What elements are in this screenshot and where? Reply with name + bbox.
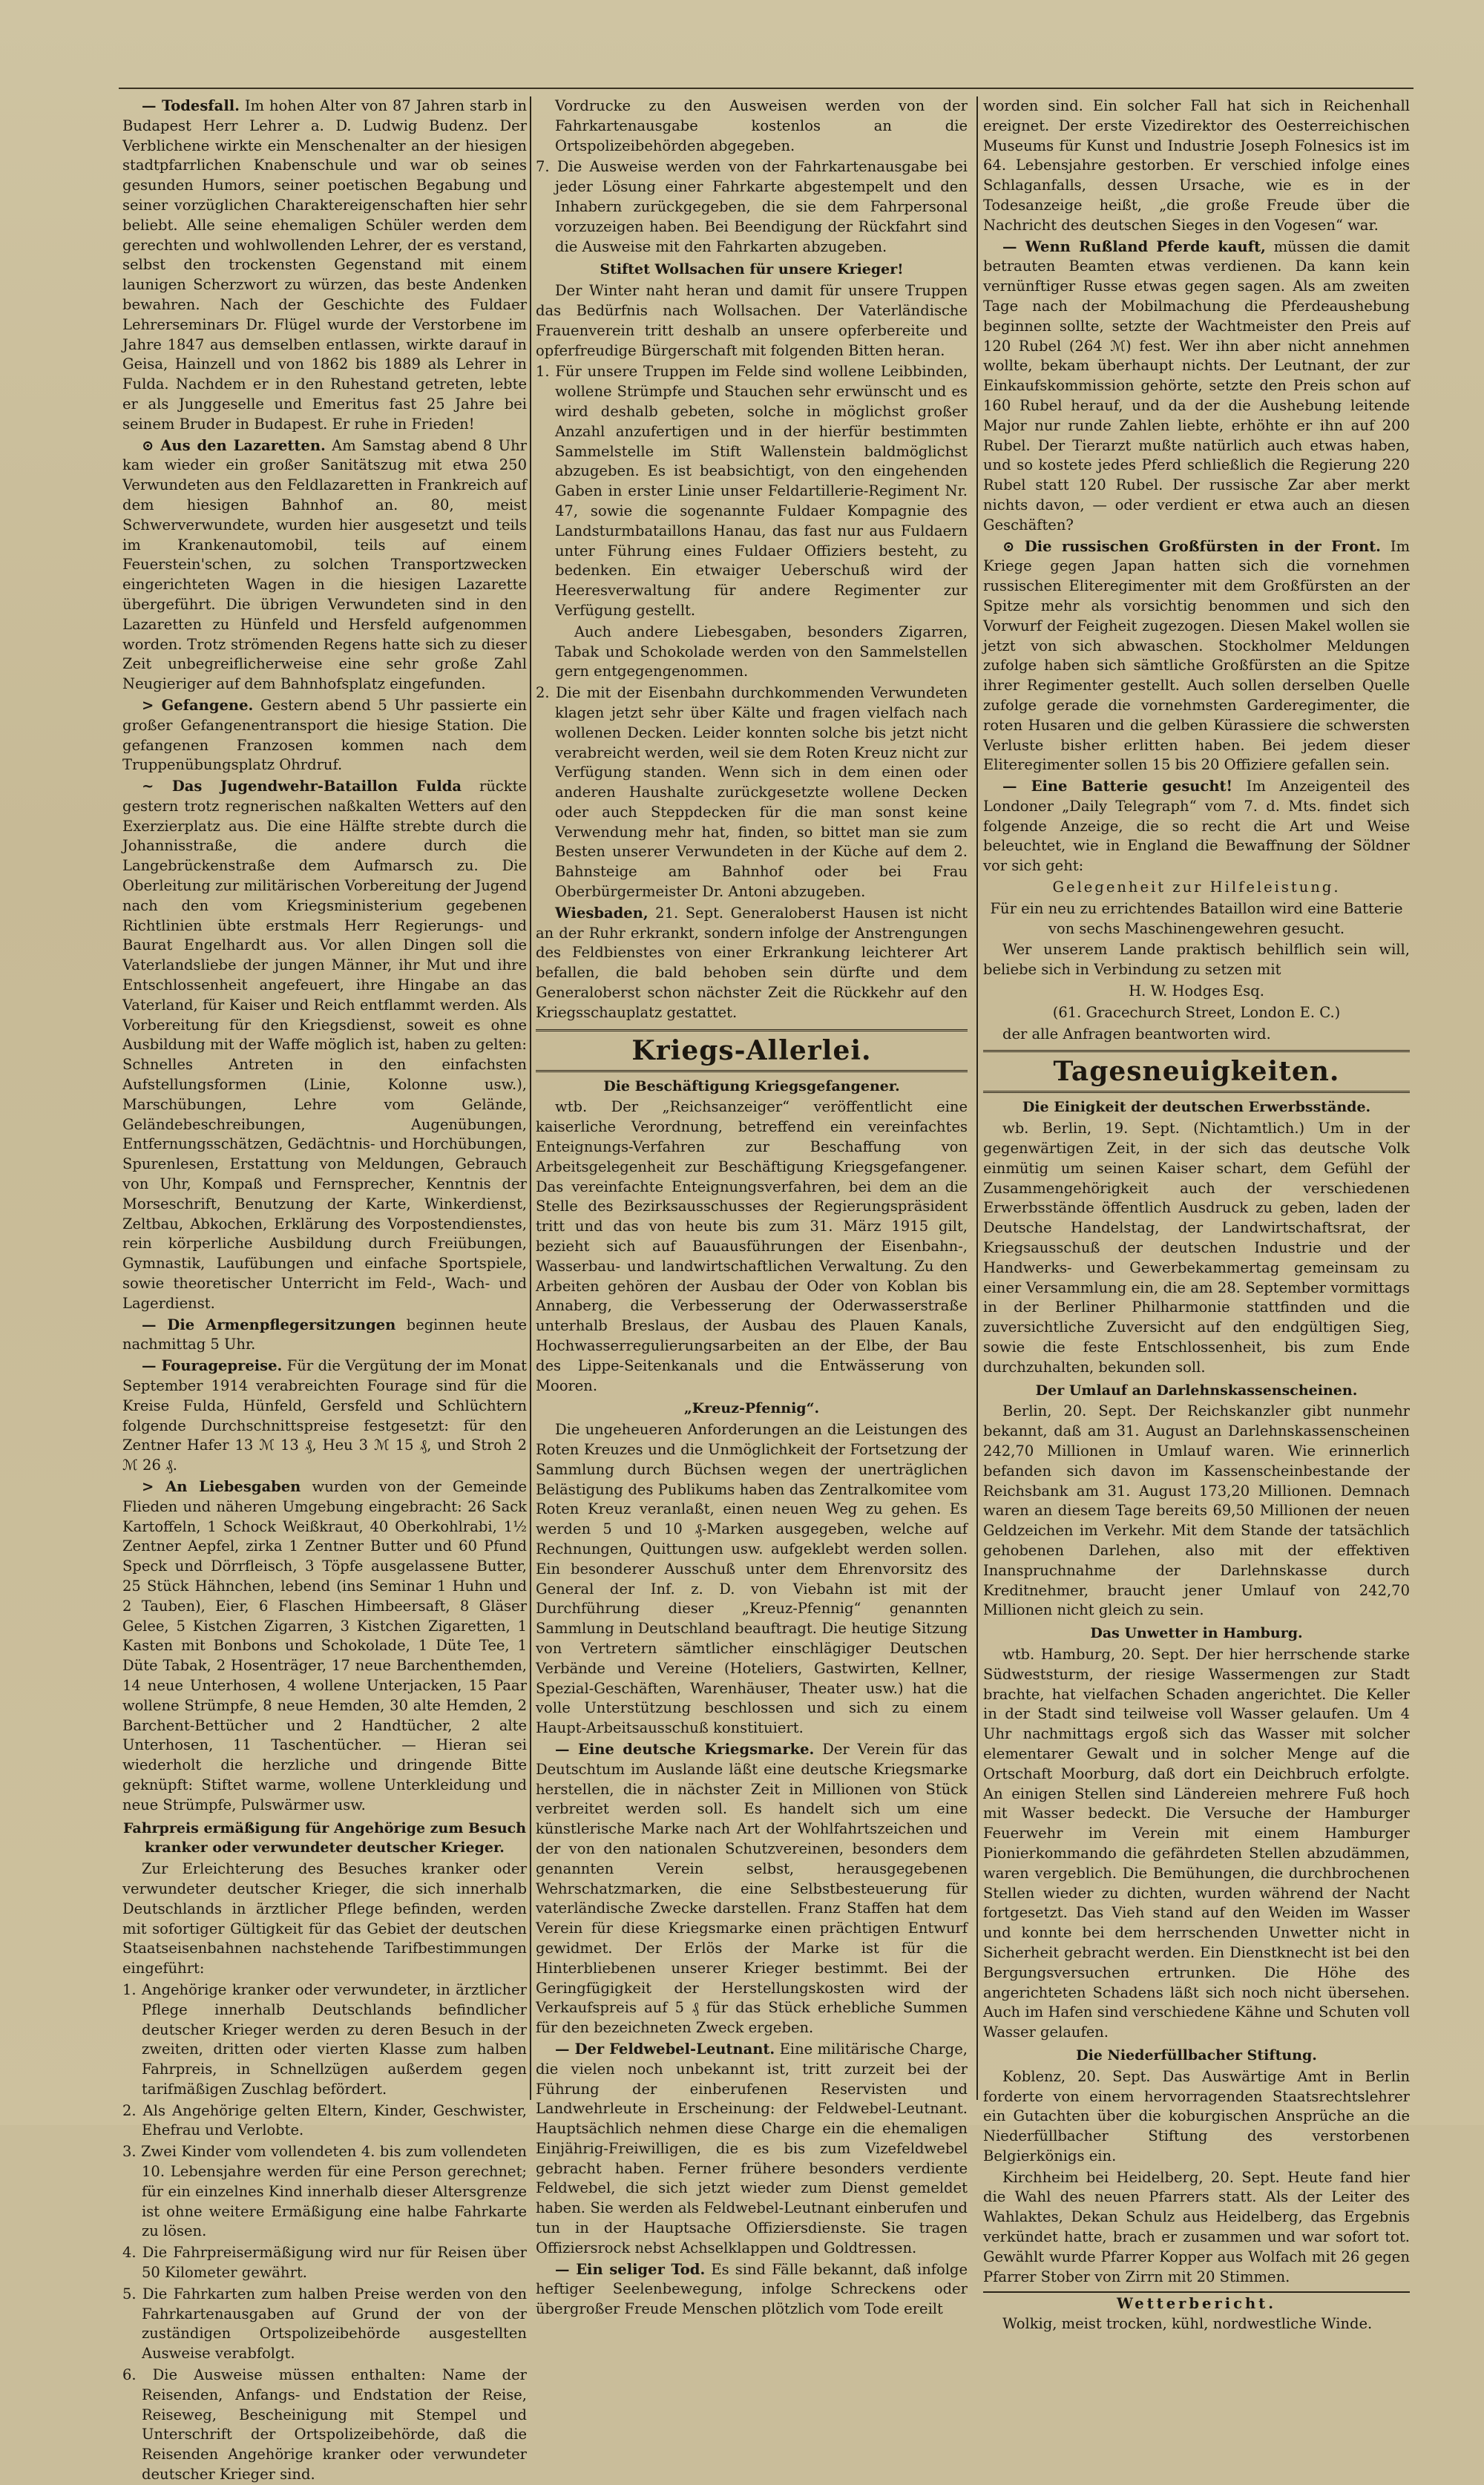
article-fouragepreise: — Fouragepreise. Für die Vergütung der im Monat September 1914 verabreichten Fourage sind für die Kreise Fulda, Hünfeld, Gersfeld und Schlüchtern folgende Durchschnittspreise festgesetzt: für den Zentner Hafer 13 ℳ 13 ₰, Heu 3 ℳ 15 ₰, und Stroh 2 ℳ 26 ₰. [122, 1357, 527, 1474]
article-beschaeftigung: wtb. Der „Reichsanzeiger“ veröffentlicht eine kaiserliche Verordnung, betreffend ein vereinfachtes Enteignungs-Verfahren zur Beschaffung von Arbeitsgelegenheit zur Beschäftigung Kriegsgefangener. Das vereinfachte Enteignungsverfahren, bei dem an die Stelle des Bezirksausschusses der Regierungspräsident tritt und das von heute bis zum 31. März 1915 gilt, bezieht sich auf Bauausführungen der Eisenbahn-, Wasserbau- und landwirtschaftlichen Verwaltung. Zu den Arbeiten gehören der Ausbau der Oder von Koblan bis Annaberg, die Verbesserung der Oderwasserstraße unterhalb Breslaus, der Ausbau des Plauen Kanals, Hochwasserregulierungsarbeiten an der Elbe, der Bau des Lippe-Seitenkanals und die Entwässerung von Mooren. [536, 1098, 968, 1394]
list-item: 5. Die Fahrkarten zum halben Preise werden von den Fahrkartenausgaben auf Grund der von der zuständigen Ortspolizeibehörde ausgestellten Ausweise verabfolgt. [122, 2285, 527, 2363]
list-item: 7. Die Ausweise werden von der Fahrkartenausgabe bei jeder Lösung einer Fahrkarte abgestempelt und den Inhabern zurückgegeben, die sie dem Fahrpersonal vorzuzeigen haben. Bei Beendigung der Rückfahrt sind die Ausweise mit den Fahrkarten abzugeben. [536, 158, 968, 255]
article-einigkeit: wb. Berlin, 19. Sept. (Nichtamtlich.) Um in der gegenwärtigen Zeit, in der sich das deutsche Volk einmütig um seinen Kaiser schart, dem Gefühl der Zusammengehörigkeit auch der verschiedenen Erwerbsstände öffentlich Ausdruck zu geben, laden der Deutsche Handelstag, der Landwirtschaftsrat, der Kriegsausschuß der deutschen Industrie und der Handwerks- und Gewerbekammertag gemeinsam zu einer Versammlung ein, die am 28. September vormittags in der Berliner Philharmonie stattfinden und die zuversichtliche Zuversicht auf den endgültigen Sieg, sowie die feste Entschlossenheit, bis zum Ende durchzuhalten, bekunden soll. [983, 1120, 1410, 1376]
article-umlauf: Berlin, 20. Sept. Der Reichskanzler gibt nunmehr bekannt, daß am 31. August an Darlehnskassenscheinen 242,70 Millionen in Umlauf waren. Wie erinnerlich befanden sich davon im Kassenscheinbestande der Reichsbank am 31. August 173,20 Millionen. Demnach waren an diesem Tage bereits 69,50 Millionen der neuen Geldzeichen im Verkehr. Mit dem Stande der tatsächlich gehobenen Darlehen, also mit der effektiven Inanspruchnahme der Darlehnskasse durch Kreditnehmer, braucht jener Umlauf von 242,70 Millionen nicht gleich zu sein. [983, 1402, 1410, 1619]
article-liebesgaben: > An Liebesgaben wurden von der Gemeinde Flieden und näheren Umgebung eingebracht: 26 Sack Kartoffeln, 1 Schock Weißkraut, 40 Oberkohlrabi, 1½ Zentner Aepfel, zirka 1 Zentner Butter und 60 Pfund Speck und Dörrfleisch, 3 Töpfe ausgelassene Butter, 25 Stück Hähnchen, lebend (ins Seminar 1 Huhn und 2 Tauben), Eier, 6 Flaschen Himbeersaft, 8 Gläser Gelee, 5 Kistchen Zigarren, 3 Kistchen Zigaretten, 1 Kasten mit Bonbons und Schokolade, 1 Düte Tee, 1 Düte Tabak, 2 Hosenträger, 17 neue Barchenthemden, 14 neue Unterhosen, 4 wollene Unterjacken, 15 Paar wollene Strümpfe, 8 neue Hemden, 30 alte Hemden, 2 Barchent-Bettücher und 2 Handtücher, 2 alte Unterhosen, 11 Taschentücher. — Hieran sei wiederholt die herzliche und dringende Bitte geknüpft: Stiftet warme, wollene Unterkleidung und neue Strümpfe, Pulswärmer usw. [122, 1477, 527, 1813]
ad-signature: H. W. Hodges Esq. [1129, 982, 1264, 1000]
section-tagesneuigkeiten: Tagesneuigkeiten. [983, 1050, 1410, 1093]
article-gefangene: > Gefangene. Gestern abend 5 Uhr passierte ein großer Gefangenentransport die hiesige Station. Die gefangenen Franzosen kommen nach dem Truppenübungsplatz Ohrdruf. [122, 696, 528, 774]
article-wetter: Wolkig, meist trocken, kühl, nordwestliche Winde. [1002, 2315, 1373, 2333]
article-kirchheim: Kirchheim bei Heidelberg, 20. Sept. Heute fand hier die Wahl des neuen Pfarrers statt. Als der Leiter des Wahlaktes, Dekan Schulz aus Heidelberg, das Ergebnis verkündet hatte, brach er zusammen und war sofort tot. Gewählt wurde Pfarrer Kopper aus Wolfach mit 26 gegen Pfarrer Stober von Zirrn mit 20 Stimmen. [983, 2168, 1410, 2285]
article-pferde: — Wenn Rußland Pferde kauft, müssen die damit betrauten Beamten etwas verdienen. Da kann kein vernünftiger Russe etwas gegen sagen. Als am zweiten Tage nach der Mobilmachung die Pferdeaushebung beginnen sollte, setzte der Wachtmeister den Preis auf 120 Rubel (264 ℳ) fest. Wer ihn aber nicht annehmen wollte, bekam überhaupt nichts. Der Leutnant, der zur Einkaufskommission gehörte, setzte den Preis schon auf 160 Rubel herauf, und da der die Aushebung leitende Major nur runde Zahlen liebte, erhöhte er ihn auf 200 Rubel. Der Tierarzt mußte natürlich auch etwas haben, und so kostete jedes Pferd schließlich die Regierung 220 Rubel statt 120 Rubel. Der russische Zar aber merkt nichts davon, — oder verdient er etwa auch an diesen Geschäften? [983, 237, 1411, 534]
heading-kreuz-pfennig: „Kreuz-Pfennig“. [683, 1400, 820, 1417]
top-rule [119, 88, 1414, 89]
article-todesfall: — Todesfall. Im hohen Alter von 87 Jahren starb in Budapest Herr Lehrer a. D. Ludwig Budenz. Der Verblichene wirkte ein Menschenalter an der hiesigen stadtpfarrlichen Knabenschule und war ob seines gesunden Humors, seiner poetischen Begabung und seiner vorzüglichen Charaktereigenschaften hier sehr beliebt. Alle seine ehemaligen Schüler werden dem gerechten und wohlwollenden Lehrer, der es verstand, selbst den trockensten Gegenstand mit einem launigen Scherzwort zu würzen, das beste Andenken bewahren. Nach der Geschichte des Fuldaer Lehrerseminars Dr. Flügel wurde der Verstorbene im Jahre 1847 aus demselben entlassen, wirkte darauf in Geisa, Hainzell und von 1862 bis 1889 als Lehrer in Fulda. Nachdem er in den Ruhestand getreten, lebte er als Junggeselle und Emeritus fast 25 Jahre bei seinem Bruder in Budapest. Er ruhe in Frieden! [122, 97, 528, 433]
column-middle [536, 96, 968, 2318]
article-kriegsmarke: — Eine deutsche Kriegsmarke. Der Verein für das Deutschtum im Auslande läßt eine deutsche Kriegsmarke herstellen, die in nächster Zeit in Millionen von Stück verbreitet werden soll. Es handelt sich um eine künstlerische Marke nach Art der Wohlfahrtszeichen und der von den nationalen Schutzvereinen, besonders dem genannten Verein selbst, herausgegebenen Wehrschatzmarken, die eine Selbstbesteuerung für vaterländische Zwecke darstellen. Franz Staffen hat dem Verein für diese Kriegsmarke einen prächtigen Entwurf gewidmet. Der Erlös der Marke ist für die Hinterbliebenen unserer Krieger bestimmt. Bei der Geringfügigkeit der Herstellungskosten wird der Verkaufspreis auf 5 ₰ für das Stück erhebliche Summen für den bezeichneten Zweck ergeben. [536, 1740, 968, 2037]
heading-beschaeftigung: Die Beschäftigung Kriegsgefangener. [603, 1077, 900, 1094]
heading-umlauf: Der Umlauf an Darlehnskassenscheinen. [1035, 1382, 1358, 1399]
ad-line: Wer unserem Lande praktisch behilflich sein will, beliebe sich in Verbindung zu setzen mit [983, 941, 1410, 979]
list-item-cont: Auch andere Liebesgaben, besonders Zigarren, Tabak und Schokolade werden von den Sammelstellen gern entgegengenommen. [555, 623, 968, 680]
article-seliger-tod-cont: worden sind. Ein solcher Fall hat sich in Reichenhall ereignet. Der erste Vizedirektor des Oesterreichischen Museums für Kunst und Industrie Joseph Folnesics ist im 64. Lebensjahre gestorben. Er verschied infolge eines Schlaganfalls, dessen Ursache, wie es in der Todesanzeige heißt, „die große Freude über die Nachricht des deutschen Sieges in den Vogesen“ war. [983, 97, 1410, 234]
list-item: 2. Die mit der Eisenbahn durchkommenden Verwundeten klagen jetzt sehr über Kälte und fragen vielfach nach wollenen Decken. Leider konnten solche bis jetzt nicht verabreicht werden, weil sie dem Roten Kreuz nicht zur Verfügung standen. Wenn sich in dem einen oder anderen Haushalte zurückgesetzte wollene Decken oder auch Steppdecken für die man sonst keine Verwendung mehr hat, finden, so bittet man sie zum Besten unserer Verwundeten in der Küche auf dem 2. Bahnsteige am Bahnhof oder bei Frau Oberbürgermeister Dr. Antoni abzugeben. [536, 684, 968, 901]
list-item-cont: Vordrucke zu den Ausweisen werden von der Fahrkartenausgabe kostenlos an die Ortspolizeibehörden abgegeben. [555, 97, 968, 154]
section-kriegs-allerlei: Kriegs-Allerlei. [536, 1029, 968, 1072]
article-fahrpreis-intro: Zur Erleichterung des Besuches kranker oder verwundeter deutscher Krieger, die sich innerhalb Deutschlands in ärztlicher Pflege befinden, werden mit sofortiger Gültigkeit für das Gebiet der deutschen Staatseisenbahnen nachstehende Tarifbestimmungen eingeführt: [122, 1860, 527, 1977]
article-grossfuersten: ⊙ Die russischen Großfürsten in der Front. Im Kriege gegen Japan hatten sich die vornehmen russischen Eliteregimenter mit dem Großfürsten an der Spitze mehr als vorsichtig benommen und sich den Vorwurf der Feigheit zugezogen. Diesen Makel wollen sie jetzt von sich abwaschen. Stockholmer Meldungen zufolge haben sich sämtliche Großfürsten an die Spitze ihrer Regimenter gestellt. Auch sollen derselben Quelle zufolge gerade die vornehmsten Garderegimenter, die roten Husaren und die gelben Kürassiere die schwersten Verluste bisher erlitten haben. Bei jedem dieser Eliteregimenter sollen 15 bis 20 Offiziere gefallen sein. [983, 537, 1410, 774]
heading-einigkeit: Die Einigkeit der deutschen Erwerbsstände. [1022, 1099, 1371, 1116]
article-batterie: — Eine Batterie gesucht! Im Anzeigenteil des Londoner „Daily Telegraph“ vom 7. d. Mts. findet sich folgende Anzeige, die so recht die Art und Weise beleuchtet, wie in England die Bewaffnung der Söldner vor sich geht: [983, 778, 1410, 875]
heading-wollsachen: Stiftet Wollsachen für unsere Krieger! [600, 261, 904, 278]
article-feldwebel: — Der Feldwebel-Leutnant. Eine militärische Charge, die vielen noch unbekannt ist, tritt zurzeit bei der Führung der einberufenen Reservisten und Landwehrleute in Erscheinung: der Feldwebel-Leutnant. Hauptsächlich nehmen diese Charge ein die ehemaligen Einjährig-Freiwilligen, die es bis zum Vizefeldwebel gebracht haben. Ferner frühere besonders verdiente Feldwebel, die sich jetzt wieder zum Dienst gemeldet haben. Sie werden als Feldwebel-Leutnant einberufen und tun in der Hauptsache Offiziersdienste. Sie tragen Offiziersrock nebst Achselklappen und Goldtressen. [536, 2040, 968, 2256]
ad-line: der alle Anfragen beantworten wird. [1002, 1025, 1271, 1043]
ad-line: Für ein neu zu errichtendes Bataillon wird eine Batterie von sechs Maschinengewehren gesucht. [990, 899, 1403, 937]
heading-fahrpreis: Fahrpreis ermäßigung für Angehörige zum Besuch kranker oder verwundeter deutscher Krieger. [122, 1819, 527, 1857]
column-left [122, 96, 528, 2484]
article-unwetter: wtb. Hamburg, 20. Sept. Der hier herrschende starke Südweststurm, der riesige Wassermengen zur Stadt brachte, hat vielfachen Schaden angerichtet. Die Keller in der Stadt sind teilweise voll Wasser gelaufen. Um 4 Uhr nachmittags ergoß sich das Wasser mit solcher elementarer Gewalt und in solcher Menge auf die Ortschaft Moorburg, daß dort ein Deichbruch erfolgte. An einigen Stellen sind Ländereien mehrere Fuß hoch mit Wasser bedeckt. Die Versuche der Hamburger Feuerwehr im Verein mit einem Hamburger Pionierkommando die gefährdeten Stellen abzudämmen, waren vergeblich. Die Bemühungen, die durchbrochenen Stellen wieder zu dichten, wurden während der Nacht fortgesetzt. Das Vieh stand auf den Weiden im Wasser und konnte bei dem herrschenden Unwetter nicht in Sicherheit gebracht werden. Ein Dienstknecht ist bei den Bergungsversuchen ertrunken. Die Höhe des angerichteten Schadens läßt sich noch nicht übersehen. Auch im Hafen sind verschiedene Kähne und Schuten voll Wasser gelaufen. [983, 1645, 1410, 2041]
column-rule [976, 96, 978, 2100]
fahrpreis-list [122, 1980, 527, 2485]
heading-wetterbericht: Wetterbericht. [983, 2291, 1410, 2314]
column-rule [530, 96, 531, 2100]
list-item: 1. Angehörige kranker oder verwundeter, in ärztlicher Pflege innerhalb Deutschlands befindlicher deutscher Krieger werden zu deren Besuch in der zweiten, dritten oder vierten Klasse zum halben Fahrpreis, in Schnellzügen außerdem gegen tarifmäßigen Zuschlag befördert. [122, 1980, 527, 2098]
heading-stiftung: Die Niederfüllbacher Stiftung. [1076, 2046, 1317, 2064]
column-right [983, 96, 1411, 2333]
article-wiesbaden: Wiesbaden, 21. Sept. Generaloberst Hausen ist nicht an der Ruhr erkrankt, sondern infolge der Anstrengungen des Feldbienstes von einer Erkrankung leichterer Art befallen, die bald behoben sein dürfte und dem Generaloberst schon nächster Zeit die Rückkehr auf den Kriegsschauplatz gestattet. [536, 904, 968, 1021]
heading-unwetter: Das Unwetter in Hamburg. [1090, 1625, 1303, 1642]
ad-address: (61. Gracechurch Street, London E. C.) [1052, 1003, 1341, 1021]
article-stiftung: Koblenz, 20. Sept. Das Auswärtige Amt in Berlin forderte von einem hervorragenden Staatsrechtslehrer ein Gutachten über die koburgischen Ansprüche an die Niederfüllbacher Stiftung des verstorbenen Belgierkönigs ein. [983, 2067, 1410, 2164]
list-item: 1. Für unsere Truppen im Felde sind wollene Leibbinden, wollene Strümpfe und Stauchen sehr erwünscht und es wird deshalb gebeten, solche in möglichst großer Anzahl anzufertigen und in der hierfür bestimmten Sammelstelle im Stift Wallenstein baldmöglichst abzugeben. Es ist beabsichtigt, von den eingehenden Gaben in erster Linie unser Feldartillerie-Regiment Nr. 47, sowie die sogenannte Fuldaer Kompagnie des Landsturmbataillons Hanau, das fast nur aus Fuldaern unter Führung eines Fuldaer Offiziers besteht, zu bedenken. Ein etwaiger Ueberschuß wird der Heeresverwaltung für andere Regimenter zur Verfügung gestellt. [536, 363, 968, 619]
article-wolle-intro: Der Winter naht heran und damit für unsere Truppen das Bedürfnis nach Wollsachen. Der Vaterländische Frauenverein tritt deshalb an unsere opferbereite und opferfreudige Bürgerschaft mit folgenden Bitten heran. [536, 282, 968, 359]
ad-line: Gelegenheit zur Hilfeleistung. [1052, 879, 1341, 896]
article-lazarette: ⊙ Aus den Lazaretten. Am Samstag abend 8 Uhr kam wieder ein großer Sanitätszug mit etwa 250 Verwundeten aus den Feldlazaretten in Frankreich auf dem hiesigen Bahnhof an. 80, meist Schwerverwundete, wurden hier ausgesetzt und teils im Krankenautomobil, teils auf einem Feuerstein'schen, zu solchen Transportzwecken eingerichteten Wagen in die hiesigen Lazarette übergeführt. Die übrigen Verwundeten sind in den Lazaretten zu Hünfeld und Hersfeld aufgenommen worden. Trotz strömenden Regens hatte sich zu dieser Zeit unbegreiflicherweise eine sehr große Zahl Neugieriger auf dem Bahnhofsplatz eingefunden. [122, 436, 527, 693]
list-item: 6. Die Ausweise müssen enthalten: Name der Reisenden, Anfangs- und Endstation der Reise, Reiseweg, Bescheinigung mit Stempel und Unterschrift der Ortspolizeibehörde, daß die Reisenden Angehörige kranker oder verwundeter deutscher Krieger sind. [122, 2366, 527, 2484]
wolle-list [536, 362, 968, 902]
article-armenpfleger: — Die Armenpflegersitzungen beginnen heute nachmittag 5 Uhr. [122, 1316, 527, 1353]
fahrpreis-list-cont [536, 96, 968, 257]
list-item: 2. Als Angehörige gelten Eltern, Kinder, Geschwister, Ehefrau und Verlobte. [122, 2101, 527, 2139]
list-item: 3. Zwei Kinder vom vollendeten 4. bis zum vollendeten 10. Lebensjahre werden für eine Person gerechnet; für ein einzelnes Kind innerhalb dieser Altersgrenze ist ohne weitere Ermäßigung eine halbe Fahrkarte zu lösen. [122, 2143, 527, 2240]
article-seliger-tod: — Ein seliger Tod. Es sind Fälle bekannt, daß infolge heftiger Seelenbewegung, infolge Schreckens oder übergroßer Freude Menschen plötzlich vom Tode ereilt [536, 2260, 968, 2318]
article-kreuz-pfennig: Die ungeheueren Anforderungen an die Leistungen des Roten Kreuzes und die Unmöglichkeit der Fortsetzung der Sammlung durch Büchsen wegen der unerträglichen Belästigung des Publikums haben das Zentralkomitee vom Roten Kreuz veranlaßt, einen neuen Weg zu gehen. Es werden 5 und 10 ₰-Marken ausgegeben, welche auf Rechnungen, Quittungen usw. aufgeklebt werden sollen. Ein besonderer Ausschuß unter dem Ehrenvorsitz des General der Inf. z. D. von Viebahn ist mit der Durchführung dieser „Kreuz-Pfennig“ genannten Sammlung in Deutschland beauftragt. Die heutige Sitzung von Vertretern sämtlicher einschlägiger Deutschen Verbände und Vereine (Hoteliers, Gastwirten, Kellner, Spezial-Geschäften, Warenhäuser, Theater usw.) hat die volle Unterstützung beschlossen und sich zu einem Haupt-Arbeitsausschuß konstituiert. [536, 1421, 968, 1737]
article-jugendwehr: ~ Das Jugendwehr-Bataillon Fulda rückte gestern trotz regnerischen naßkalten Wetters auf den Exerzierplatz aus. Die eine Hälfte strebte durch die Johannisstraße, die andere durch die Langebrückenstraße dem Aufmarsch zu. Die Oberleitung zur militärischen Vorbereitung der Jugend nach den vom Kriegsministerium gegebenen Richtlinien übte erstmals Herr Regierungs- und Baurat Engelhardt aus. Vor allen Dingen soll die Vaterlandsliebe der jungen Männer, ihr Mut und ihre Entschlossenheit angefeuert, ihre Hingabe an das Vaterland, für Kaiser und Reich entflammt werden. Als Vorbereitung für den Kriegsdienst, soweit es ohne Ausbildung mit der Waffe möglich ist, haben zu gelten: Schnelles Antreten in den einfachsten Aufstellungsformen (Linie, Kolonne usw.), Marschübungen, Lehre vom Gelände, Geländebeschreibungen, Augenübungen, Entfernungsschätzen, Gedächtnis- und Horchübungen, Spurenlesen, Erstattung von Meldungen, Gebrauch von Uhr, Kompaß und Fernsprecher, Kenntnis der Morseschrift, Benutzung der Karte, Winkerdienst, Zeltbau, Abkochen, Erklärung des Vorpostendienstes, rein körperliche Ausbildung durch Freiübungen, Gymnastik, Laufübungen und einfache Sportspiele, sowie theoretischer Unterricht im Feld-, Wach- und Lagerdienst. [122, 778, 528, 1312]
list-item: 4. Die Fahrpreisermäßigung wird nur für Reisen über 50 Kilometer gewährt. [122, 2244, 527, 2282]
